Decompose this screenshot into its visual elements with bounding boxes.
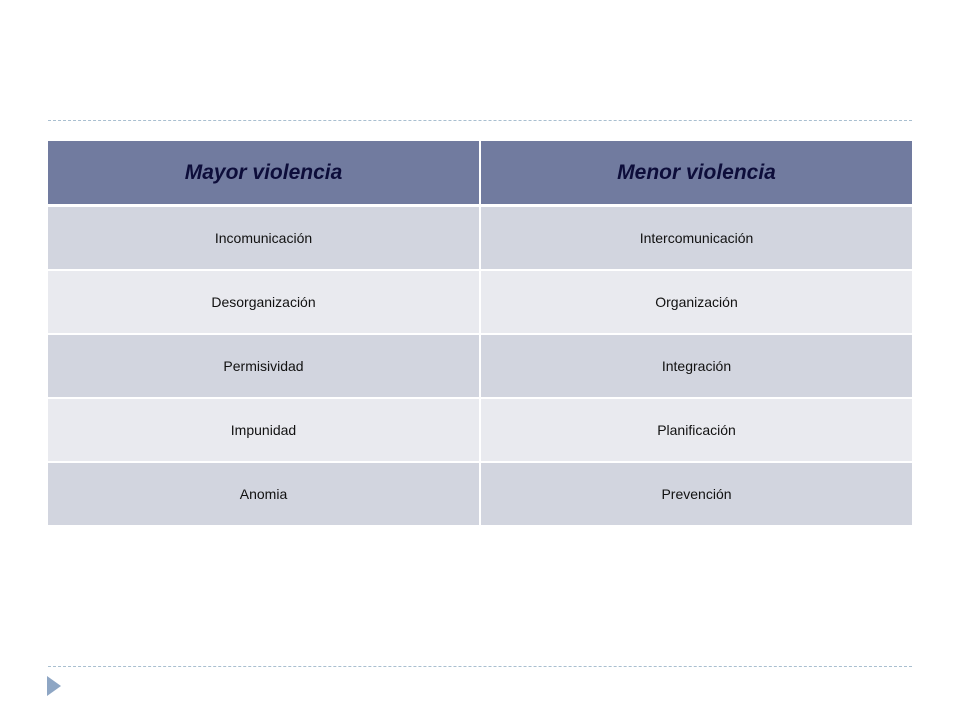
table-header-row: [48, 141, 912, 206]
cell-menor: Prevención: [480, 462, 912, 525]
top-dashed-divider: [48, 120, 912, 121]
triangle-bullet-icon: [47, 676, 61, 696]
cell-mayor: Incomunicación: [48, 206, 480, 271]
cell-menor: Organización: [480, 270, 912, 334]
cell-menor: Intercomunicación: [480, 206, 912, 271]
table-row: [48, 334, 912, 398]
bottom-dashed-divider: [48, 666, 912, 667]
table-row: [48, 462, 912, 525]
table-row: [48, 398, 912, 462]
header-menor-violencia: Menor violencia: [480, 141, 912, 206]
cell-menor: Planificación: [480, 398, 912, 462]
cell-mayor: Permisividad: [48, 334, 480, 398]
cell-menor: Integración: [480, 334, 912, 398]
cell-mayor: Impunidad: [48, 398, 480, 462]
cell-mayor: Desorganización: [48, 270, 480, 334]
table-row: [48, 206, 912, 271]
table-row: [48, 270, 912, 334]
header-mayor-violencia: Mayor violencia: [48, 141, 480, 206]
violence-comparison-table: [48, 141, 912, 525]
cell-mayor: Anomia: [48, 462, 480, 525]
